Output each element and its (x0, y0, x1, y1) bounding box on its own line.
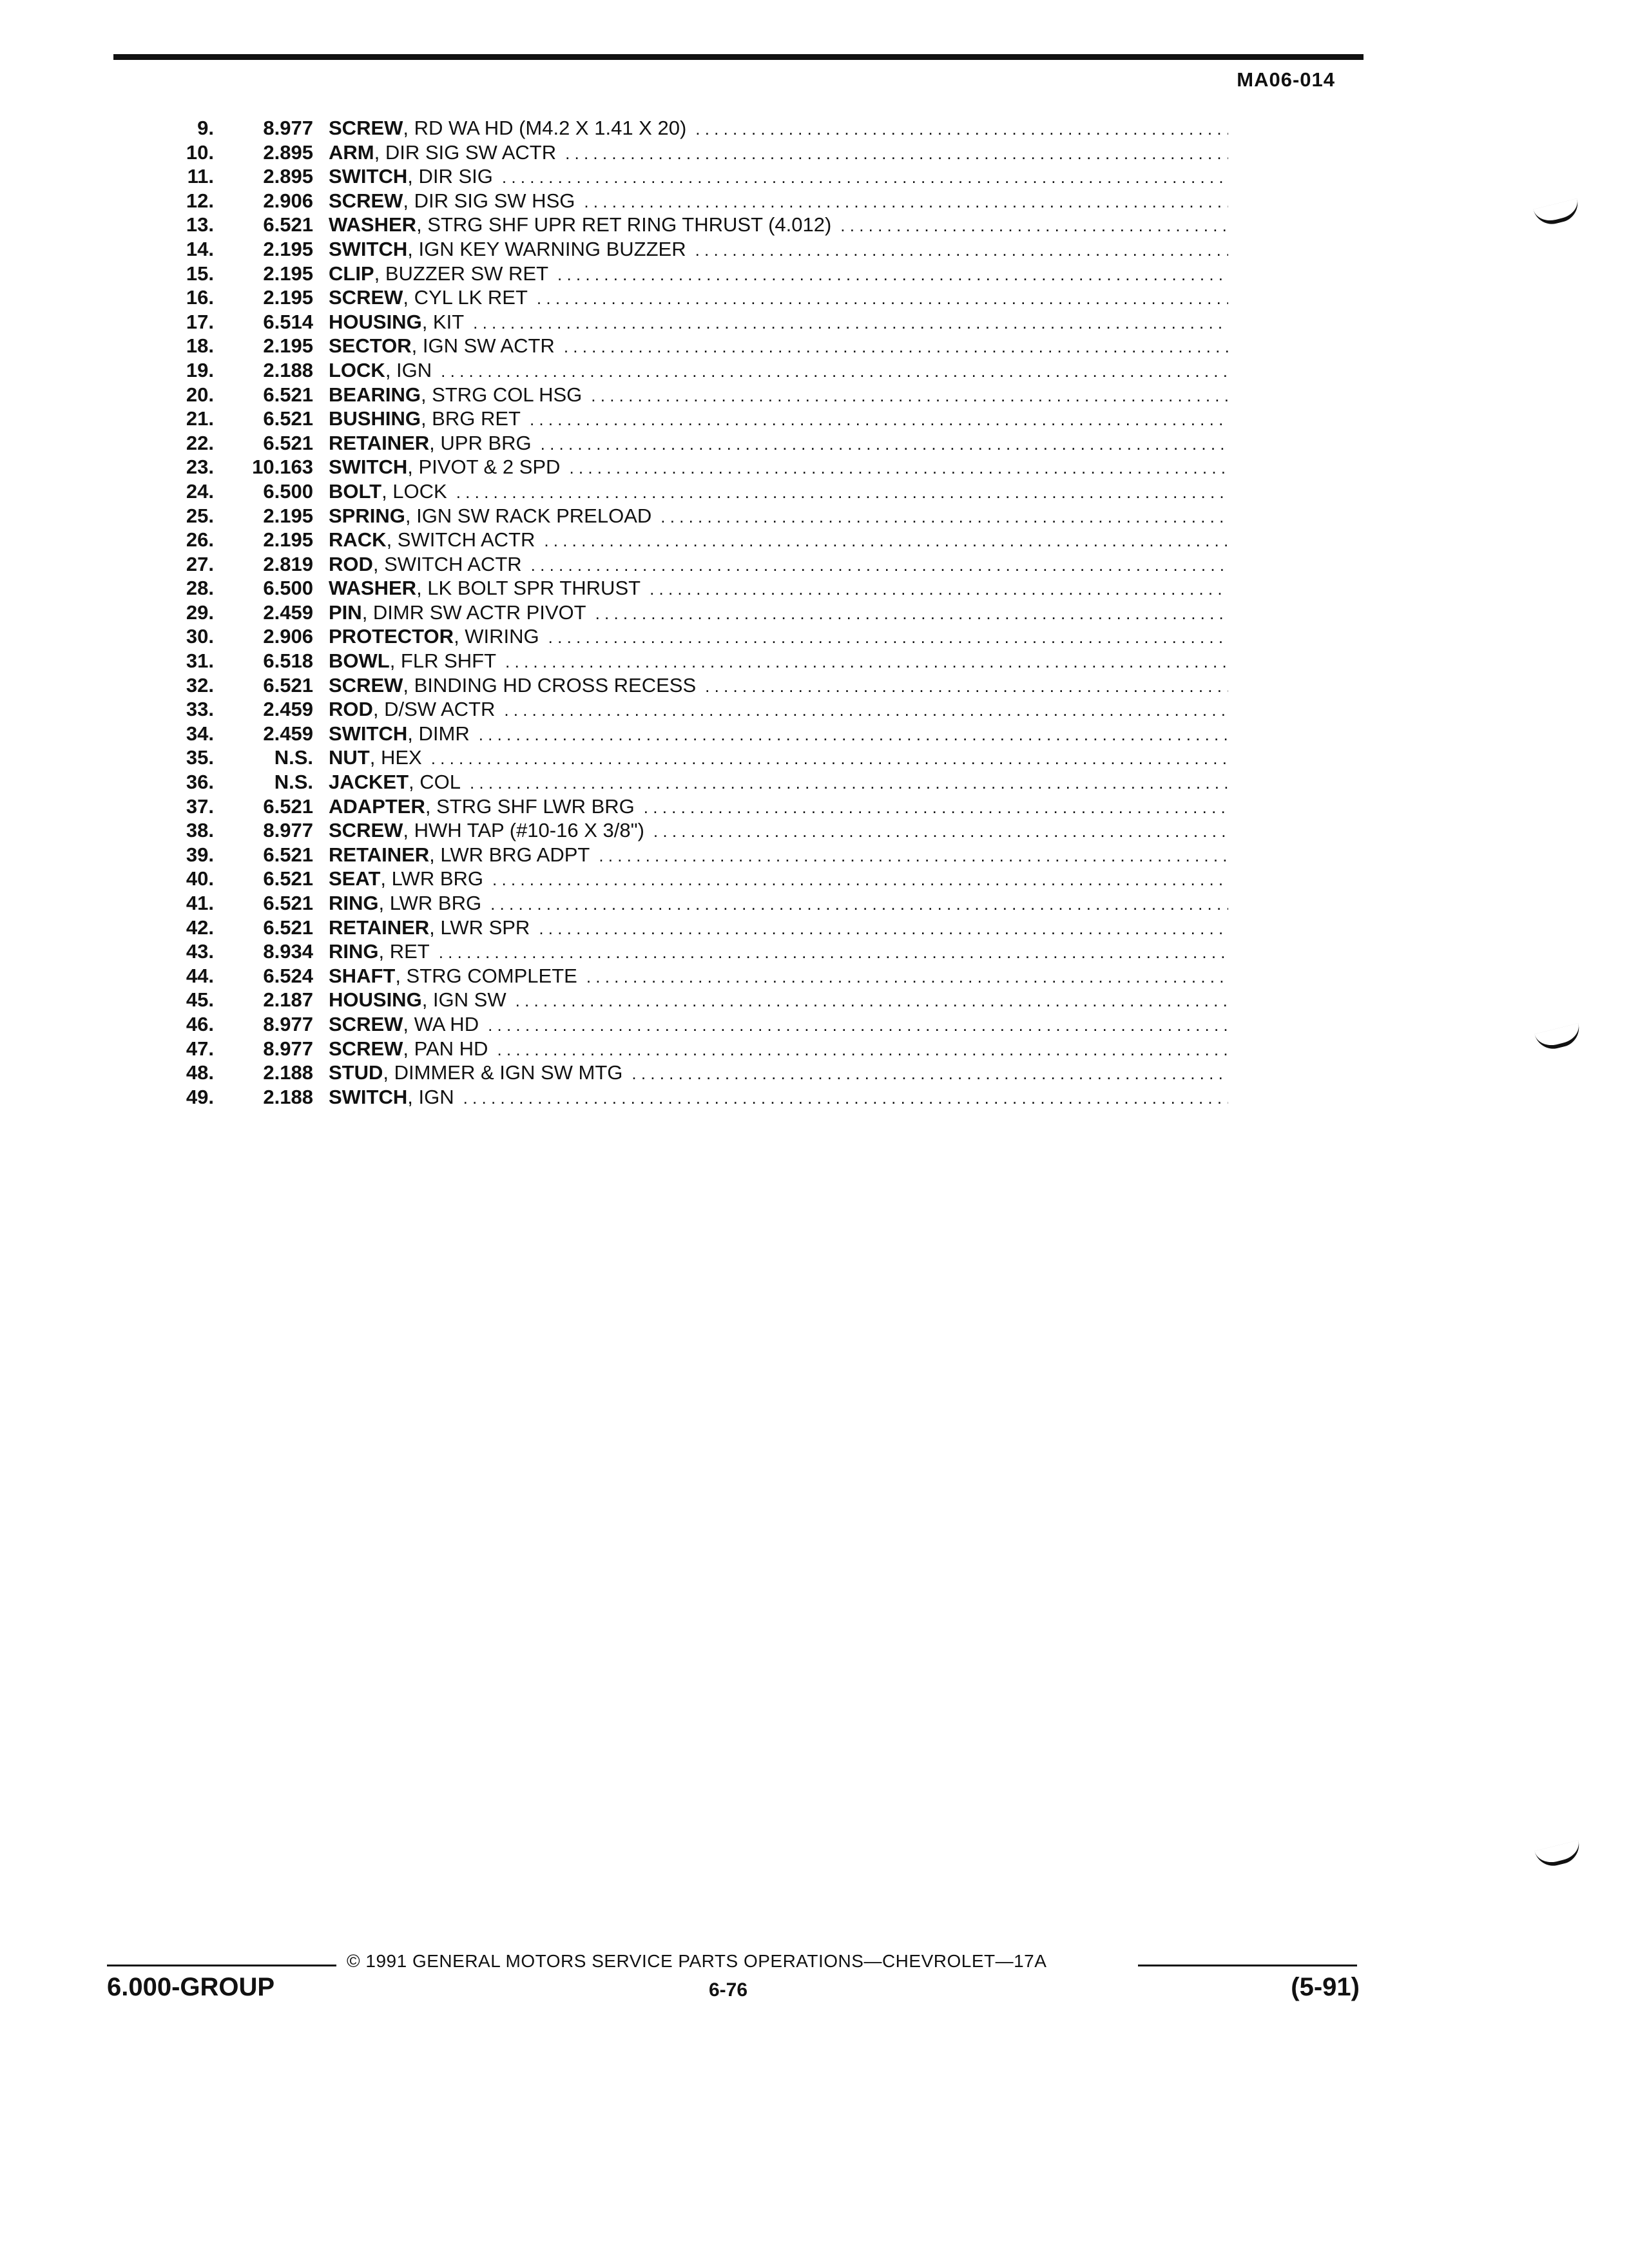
part-index: 20. (186, 383, 214, 406)
part-description (329, 552, 1228, 577)
part-name: SWITCH (329, 165, 408, 188)
part-row (155, 939, 1228, 964)
part-row (155, 164, 1228, 189)
part-row (155, 407, 1228, 431)
part-description (329, 964, 1228, 988)
part-description (329, 213, 1228, 237)
part-name: SEAT (329, 867, 381, 890)
part-name: HOUSING (329, 310, 422, 333)
part-row (155, 818, 1228, 843)
part-name: RING (329, 892, 379, 914)
part-qualifier: , BINDING HD CROSS RECESS (403, 673, 697, 697)
part-row (155, 697, 1228, 722)
part-qualifier: , SWITCH ACTR (372, 552, 522, 575)
part-index: 13. (186, 213, 214, 236)
part-group-number: 8.934 (263, 940, 313, 963)
part-name: CLIP (329, 262, 374, 285)
part-group-number: 2.906 (263, 189, 313, 212)
part-group-number: 6.521 (263, 431, 313, 454)
part-name: ROD (329, 698, 373, 721)
part-group-number: 2.819 (263, 552, 313, 575)
part-index: 26. (186, 528, 214, 552)
part-description (329, 745, 1228, 770)
part-name: JACKET (329, 771, 409, 794)
part-name: SCREW (329, 673, 403, 697)
part-description (329, 794, 1228, 819)
part-row (155, 843, 1228, 867)
part-index: 18. (186, 334, 214, 358)
part-group-number: 6.500 (263, 479, 313, 503)
part-group-number: 6.521 (263, 213, 313, 236)
part-row (155, 285, 1228, 310)
part-qualifier: , IGN (407, 1085, 454, 1108)
part-name: HOUSING (329, 988, 422, 1012)
part-qualifier: , HEX (369, 746, 422, 769)
part-row (155, 964, 1228, 988)
copyright-notice: © 1991 GENERAL MOTORS SERVICE PARTS OPERATIONS—CHEVROLET—17A (347, 1951, 1047, 1971)
part-description (329, 576, 1228, 601)
part-row (155, 1012, 1228, 1037)
part-qualifier: , DIR SIG (407, 165, 493, 188)
part-row (155, 624, 1228, 649)
part-name: SCREW (329, 1012, 403, 1035)
part-row (155, 189, 1228, 213)
part-group-number: 6.514 (263, 310, 313, 333)
part-qualifier: , STRG COL HSG (420, 383, 583, 406)
part-qualifier: , LWR BRG ADPT (429, 843, 590, 866)
part-description (329, 479, 1228, 504)
part-name: SWITCH (329, 456, 408, 479)
part-index: 23. (186, 456, 214, 479)
part-index: 9. (197, 117, 214, 139)
part-qualifier: , BRG RET (420, 407, 521, 430)
margin-tick-mark (1534, 1023, 1583, 1053)
part-row (155, 1037, 1228, 1061)
part-row (155, 431, 1228, 456)
part-group-number: 2.195 (263, 334, 313, 358)
part-group-number: 2.195 (263, 528, 313, 552)
part-row (155, 916, 1228, 940)
part-description (329, 649, 1228, 673)
part-qualifier: , DIMR SW ACTR PIVOT (361, 601, 586, 624)
part-description (329, 285, 1228, 310)
part-description (329, 916, 1228, 940)
part-description (329, 407, 1228, 431)
part-row (155, 213, 1228, 237)
part-description (329, 843, 1228, 867)
part-name: BUSHING (329, 407, 421, 430)
part-group-number: 6.521 (263, 867, 313, 890)
part-index: 48. (186, 1061, 214, 1084)
part-row (155, 262, 1228, 286)
part-group-number: 2.195 (263, 286, 313, 309)
footer-rule-right (1138, 1965, 1357, 1966)
part-group-number: 6.524 (263, 964, 313, 987)
part-name: PIN (329, 601, 362, 624)
part-qualifier: , LWR SPR (429, 916, 530, 939)
part-description (329, 431, 1228, 456)
part-qualifier: , D/SW ACTR (372, 698, 496, 721)
part-qualifier: , FLR SHFT (389, 649, 497, 673)
part-index: 36. (186, 771, 214, 794)
part-description (329, 1061, 1228, 1085)
part-index: 11. (187, 165, 214, 188)
part-description (329, 358, 1228, 383)
part-group-number: 6.521 (263, 843, 313, 866)
part-name: SWITCH (329, 237, 408, 260)
footer-rule-left (107, 1965, 336, 1966)
part-name: ARM (329, 140, 374, 164)
part-qualifier: , STRG SHF UPR RET RING THRUST (4.012) (416, 213, 832, 236)
part-description (329, 1012, 1228, 1037)
part-description (329, 697, 1228, 722)
margin-tick-mark (1533, 198, 1581, 228)
part-row (155, 649, 1228, 673)
part-index: 34. (186, 722, 214, 745)
part-name: SPRING (329, 504, 405, 527)
part-row (155, 552, 1228, 577)
part-qualifier: , LWR BRG (378, 892, 482, 914)
part-description (329, 1037, 1228, 1061)
part-qualifier: , COL (409, 771, 461, 794)
part-index: 28. (186, 577, 214, 600)
part-name: WASHER (329, 213, 417, 236)
part-group-number: N.S. (274, 746, 313, 769)
part-row (155, 383, 1228, 407)
part-index: 21. (186, 407, 214, 430)
part-description (329, 891, 1228, 916)
part-qualifier: , PAN HD (403, 1037, 488, 1060)
part-group-number: 2.188 (263, 1061, 313, 1084)
part-name: BOWL (329, 649, 390, 673)
parts-list (155, 116, 1228, 1109)
part-group-number: 2.187 (263, 988, 313, 1012)
part-name: SHAFT (329, 964, 396, 987)
revision-date: (5-91) (1291, 1973, 1360, 2001)
part-name: RING (329, 940, 379, 963)
part-index: 46. (186, 1012, 214, 1035)
part-index: 10. (186, 140, 214, 164)
part-index: 45. (186, 988, 214, 1012)
part-name: SCREW (329, 1037, 403, 1060)
part-qualifier: , IGN SW (421, 988, 506, 1012)
part-index: 22. (186, 431, 214, 454)
part-index: 47. (186, 1037, 214, 1060)
part-description (329, 939, 1228, 964)
part-group-number: 10.163 (252, 456, 313, 479)
part-qualifier: , RD WA HD (M4.2 X 1.41 X 20) (403, 117, 687, 139)
part-index: 43. (186, 940, 214, 963)
part-index: 39. (186, 843, 214, 866)
part-index: 15. (186, 262, 214, 285)
part-description (329, 140, 1228, 165)
part-row (155, 601, 1228, 625)
part-row (155, 722, 1228, 746)
part-qualifier: , DIR SIG SW ACTR (374, 140, 557, 164)
part-name: BEARING (329, 383, 421, 406)
part-name: SCREW (329, 117, 403, 139)
part-index: 37. (186, 794, 214, 818)
part-row (155, 237, 1228, 262)
part-description (329, 528, 1228, 552)
part-group-number: 6.521 (263, 794, 313, 818)
part-group-number: 2.895 (263, 165, 313, 188)
part-row (155, 770, 1228, 794)
part-qualifier: , DIMMER & IGN SW MTG (383, 1061, 623, 1084)
part-row (155, 1061, 1228, 1085)
part-name: NUT (329, 746, 370, 769)
part-name: SCREW (329, 189, 403, 212)
part-row (155, 891, 1228, 916)
part-qualifier: , LWR BRG (380, 867, 483, 890)
part-group-number: 6.521 (263, 673, 313, 697)
part-row (155, 673, 1228, 698)
part-group-number: 8.977 (263, 1012, 313, 1035)
part-index: 12. (186, 189, 214, 212)
part-index: 30. (186, 625, 214, 648)
part-qualifier: , CYL LK RET (403, 286, 528, 309)
part-description (329, 770, 1228, 794)
part-group-number: 2.195 (263, 262, 313, 285)
part-row (155, 988, 1228, 1012)
part-row (155, 479, 1228, 504)
part-index: 33. (186, 698, 214, 721)
part-qualifier: , STRG SHF LWR BRG (425, 794, 635, 818)
part-description (329, 867, 1228, 891)
part-group-number: 2.188 (263, 1085, 313, 1108)
part-qualifier: , DIR SIG SW HSG (403, 189, 575, 212)
part-group-number: 2.195 (263, 237, 313, 260)
part-name: RETAINER (329, 431, 430, 454)
part-index: 44. (186, 964, 214, 987)
part-qualifier: , WIRING (454, 625, 539, 648)
part-qualifier: , DIMR (407, 722, 470, 745)
part-group-number: N.S. (274, 771, 313, 794)
part-group-number: 6.521 (263, 383, 313, 406)
part-description (329, 455, 1228, 479)
part-group-number: 6.521 (263, 407, 313, 430)
part-row (155, 867, 1228, 891)
part-group-number: 8.977 (263, 117, 313, 139)
part-group-number: 2.188 (263, 358, 313, 381)
part-group-number: 6.518 (263, 649, 313, 673)
part-index: 25. (186, 504, 214, 527)
part-row (155, 116, 1228, 140)
part-group-number: 6.521 (263, 916, 313, 939)
part-group-number: 2.895 (263, 140, 313, 164)
part-index: 35. (186, 746, 214, 769)
part-qualifier: , IGN SW RACK PRELOAD (405, 504, 652, 527)
part-qualifier: , UPR BRG (429, 431, 532, 454)
part-index: 49. (186, 1085, 214, 1108)
part-qualifier: , KIT (421, 310, 465, 333)
part-description (329, 164, 1228, 189)
document-code: MA06-014 (1237, 68, 1335, 91)
part-qualifier: , SWITCH ACTR (386, 528, 535, 552)
part-name: STUD (329, 1061, 383, 1084)
part-name: LOCK (329, 358, 385, 381)
part-description (329, 310, 1228, 334)
part-index: 24. (186, 479, 214, 503)
part-description (329, 722, 1228, 746)
part-index: 42. (186, 916, 214, 939)
top-rule (113, 54, 1364, 60)
part-index: 40. (186, 867, 214, 890)
part-index: 19. (186, 358, 214, 381)
part-group-number: 2.459 (263, 601, 313, 624)
part-qualifier: , LOCK (381, 479, 447, 503)
part-group-number: 2.459 (263, 722, 313, 745)
group-label: 6.000-GROUP (107, 1973, 275, 2001)
part-qualifier: , BUZZER SW RET (374, 262, 549, 285)
part-qualifier: , IGN (385, 358, 432, 381)
part-qualifier: , IGN SW ACTR (411, 334, 555, 358)
part-name: SWITCH (329, 722, 408, 745)
part-description (329, 818, 1228, 843)
part-name: WASHER (329, 577, 417, 600)
part-name: PROTECTOR (329, 625, 454, 648)
part-index: 41. (186, 892, 214, 914)
part-row (155, 310, 1228, 334)
part-index: 27. (186, 552, 214, 575)
part-description (329, 262, 1228, 286)
part-row (155, 358, 1228, 383)
part-description (329, 237, 1228, 262)
part-description (329, 988, 1228, 1012)
part-description (329, 116, 1228, 140)
part-row (155, 528, 1228, 552)
part-name: RACK (329, 528, 387, 552)
part-group-number: 8.977 (263, 819, 313, 842)
part-name: SECTOR (329, 334, 412, 358)
part-qualifier: , HWH TAP (#10-16 X 3/8") (403, 819, 644, 842)
part-description (329, 673, 1228, 698)
part-description (329, 383, 1228, 407)
part-description (329, 504, 1228, 528)
part-qualifier: , WA HD (403, 1012, 479, 1035)
margin-tick-mark (1534, 1840, 1583, 1870)
part-qualifier: , LK BOLT SPR THRUST (416, 577, 641, 600)
part-name: ROD (329, 552, 373, 575)
part-row (155, 794, 1228, 819)
part-index: 14. (186, 237, 214, 260)
part-qualifier: , RET (378, 940, 430, 963)
part-name: SCREW (329, 819, 403, 842)
part-index: 29. (186, 601, 214, 624)
part-index: 17. (186, 310, 214, 333)
part-name: SCREW (329, 286, 403, 309)
part-qualifier: , IGN KEY WARNING BUZZER (407, 237, 686, 260)
part-description (329, 601, 1228, 625)
part-qualifier: , STRG COMPLETE (395, 964, 577, 987)
part-description (329, 189, 1228, 213)
part-row (155, 1085, 1228, 1110)
part-group-number: 8.977 (263, 1037, 313, 1060)
part-row (155, 576, 1228, 601)
part-qualifier: , PIVOT & 2 SPD (407, 456, 561, 479)
part-row (155, 140, 1228, 165)
part-row (155, 745, 1228, 770)
part-name: ADAPTER (329, 794, 425, 818)
part-name: RETAINER (329, 843, 430, 866)
part-name: SWITCH (329, 1085, 408, 1108)
part-group-number: 2.459 (263, 698, 313, 721)
part-group-number: 2.906 (263, 625, 313, 648)
part-row (155, 455, 1228, 479)
page-number: 6-76 (709, 1979, 748, 2001)
part-index: 16. (186, 286, 214, 309)
part-description (329, 1085, 1228, 1110)
part-group-number: 6.521 (263, 892, 313, 914)
part-description (329, 624, 1228, 649)
part-row (155, 504, 1228, 528)
part-index: 32. (186, 673, 214, 697)
part-description (329, 334, 1228, 358)
part-index: 38. (186, 819, 214, 842)
part-name: BOLT (329, 479, 382, 503)
part-index: 31. (186, 649, 214, 673)
part-name: RETAINER (329, 916, 430, 939)
part-row (155, 334, 1228, 358)
part-group-number: 2.195 (263, 504, 313, 527)
part-group-number: 6.500 (263, 577, 313, 600)
